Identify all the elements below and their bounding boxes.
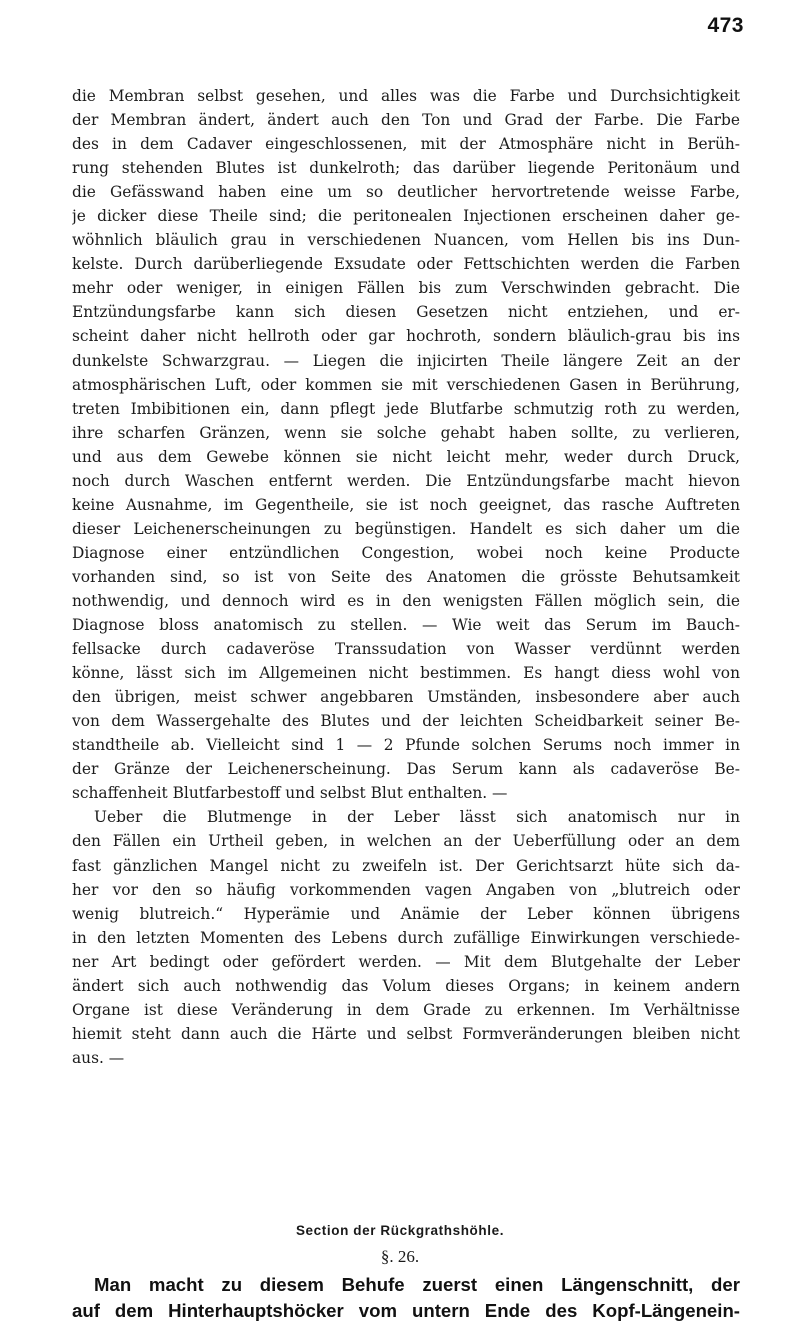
text-line: wenig blutreich.“ Hyperämie und Anämie der Leber können übrigens — [72, 904, 740, 923]
text-line: Entzündungsfarbe kann sich diesen Gesetzen nicht entziehen, und er- — [72, 303, 740, 322]
text-line: mehr oder weniger, in einigen Fällen bis zum Verschwinden gebracht. Die — [72, 279, 740, 298]
text-line: in den letzten Momenten des Lebens durch zufällige Einwirkungen verschiede- — [72, 928, 740, 947]
text-line: von dem Wassergehalte des Blutes und der leichten Scheidbarkeit seiner Be- — [72, 712, 740, 731]
text-line: die Membran selbst gesehen, und alles was die Farbe und Durchsichtigkeit — [72, 87, 740, 105]
text-line: noch durch Waschen entfernt werden. Die Entzündungsfarbe macht hievon — [72, 471, 740, 490]
text-line: atmosphärischen Luft, oder kommen sie mit verschiedenen Gasen in Berührung, — [72, 375, 740, 394]
text-line: könne, lässt sich im Allgemeinen nicht bestimmen. Es hangt diess wohl von — [72, 664, 740, 683]
text-line: fellsacke durch cadaveröse Transsudation von Wasser verdünnt werden — [72, 640, 740, 659]
body-text — [72, 84, 740, 1070]
text-line: ändert sich auch nothwendig das Volum dieses Organs; in keinem andern — [72, 976, 740, 995]
text-line: schaffenheit Blutfarbestoff und selbst Blut enthalten. — — [72, 784, 508, 803]
bold-text-line: Man macht zu diesem Behufe zuerst einen Längenschnitt, der — [94, 1274, 740, 1295]
section-heading: Section der Rückgrathshöhle. — [295, 1223, 505, 1238]
text-line: rung stehenden Blutes ist dunkelroth; das darüber liegende Peritonäum und — [72, 159, 740, 178]
text-line: der Membran ändert, ändert auch den Ton und Grad der Farbe. Die Farbe — [72, 111, 740, 130]
text-line: fast gänzlichen Mangel nicht zu zweifeln ist. Der Gerichtsarzt hüte sich da- — [72, 856, 740, 875]
text-line: ner Art bedingt oder gefördert werden. — Mit dem Blutgehalte der Leber — [72, 952, 740, 971]
text-line: dieser Leichenerscheinungen zu begünstigen. Handelt es sich daher um die — [72, 519, 740, 538]
text-line: der Gränze der Leichenerscheinung. Das Serum kann als cadaveröse Be- — [72, 760, 740, 779]
text-line: je dicker diese Theile sind; die peritonealen Injectionen erscheinen daher ge- — [72, 207, 740, 226]
text-line: keine Ausnahme, im Gegentheile, sie ist noch geeignet, das rasche Auftreten — [72, 495, 740, 514]
text-line: vorhanden sind, so ist von Seite des Anatomen die grösste Behutsamkeit — [72, 567, 740, 586]
text-line: nothwendig, und dennoch wird es in den wenigsten Fällen möglich sein, die — [72, 591, 740, 610]
text-line: treten Imbibitionen ein, dann pflegt jede Blutfarbe schmutzig roth zu werden, — [72, 399, 740, 418]
text-line: Diagnose einer entzündlichen Congestion, wobei noch keine Producte — [72, 543, 740, 562]
text-line: und aus dem Gewebe können sie nicht leicht mehr, weder durch Druck, — [72, 447, 740, 466]
text-line: scheint daher nicht hellroth oder gar hochroth, sondern bläulich-grau bis ins — [72, 327, 740, 346]
bold-text-line: auf dem Hinterhauptshöcker vom untern Ende des Kopf-Längenein- — [72, 1300, 740, 1321]
text-line: Ueber die Blutmenge in der Leber lässt sich anatomisch nur in — [94, 808, 740, 827]
text-line: wöhnlich bläulich grau in verschiedenen Nuancen, vom Hellen bis ins Dun- — [72, 231, 740, 250]
page-number: 473 — [707, 14, 744, 37]
text-line: des in dem Cadaver eingeschlossenen, mit der Atmosphäre nicht in Berüh- — [72, 135, 740, 154]
text-line: Organe ist diese Veränderung in dem Grade zu erkennen. Im Verhältnisse — [72, 1000, 740, 1019]
text-line: Diagnose bloss anatomisch zu stellen. — Wie weit das Serum im Bauch- — [72, 616, 740, 635]
text-line: dunkelste Schwarzgrau. — Liegen die injicirten Theile längere Zeit an der — [72, 351, 740, 370]
text-line: hiemit steht dann auch die Härte und selbst Formveränderungen bleiben nicht — [72, 1024, 740, 1043]
text-line: kelste. Durch darüberliegende Exsudate oder Fettschichten werden die Farben — [72, 255, 740, 274]
text-line: standtheile ab. Vielleicht sind 1 — 2 Pfunde solchen Serums noch immer in — [72, 736, 740, 755]
bold-paragraph — [72, 1272, 740, 1324]
text-line: die Gefässwand haben eine um so deutlicher hervortretende weisse Farbe, — [72, 183, 740, 202]
text-line: her vor den so häufig vorkommenden vagen Angaben von „blutreich oder — [72, 880, 740, 899]
text-line: den übrigen, meist schwer angebbaren Umständen, insbesondere aber auch — [72, 688, 740, 707]
paragraph-number: §. 26. — [380, 1247, 420, 1266]
text-line: ihre scharfen Gränzen, wenn sie solche gehabt haben sollte, zu verlieren, — [72, 423, 740, 442]
text-line: den Fällen ein Urtheil geben, in welchen an der Ueberfüllung oder an dem — [72, 832, 740, 851]
text-line: aus. — — [72, 1048, 125, 1067]
